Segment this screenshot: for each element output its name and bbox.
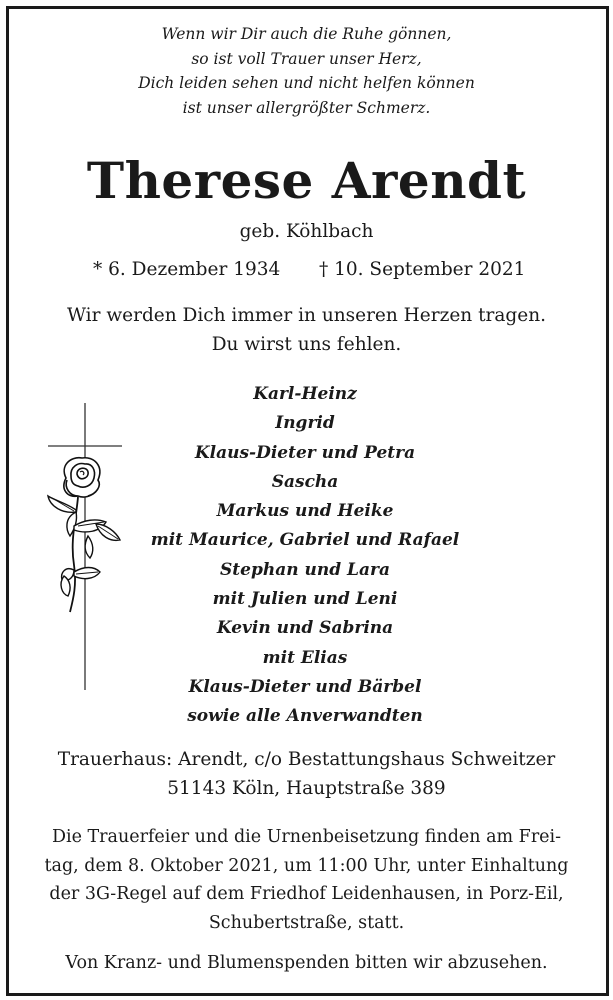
ceremony-info bbox=[30, 823, 583, 937]
family-member: Klaus-Dieter und Bärbel bbox=[188, 676, 422, 697]
family-member: Stephan und Lara bbox=[220, 559, 390, 580]
family-member: Ingrid bbox=[275, 413, 335, 434]
poem-line: ist unser allergrößter Schmerz. bbox=[182, 98, 431, 117]
ceremony-line: tag, dem 8. Oktober 2021, um 11:00 Uhr, unter Einhaltung bbox=[44, 855, 569, 876]
poem-line: Dich leiden sehen und nicht helfen können bbox=[138, 74, 475, 92]
family-member: sowie alle Anverwandten bbox=[187, 706, 423, 727]
ceremony-line: Schubertstraße, statt. bbox=[208, 912, 405, 933]
family-member: mit Elias bbox=[262, 647, 348, 668]
family-member: Kevin und Sabrina bbox=[216, 618, 394, 639]
cross-rose-icon bbox=[40, 400, 130, 695]
poem bbox=[0, 22, 613, 120]
maiden-name: geb. Köhlbach bbox=[239, 221, 374, 242]
address-line: 51143 Köln, Hauptstraße 389 bbox=[167, 777, 446, 799]
poem-line: so ist voll Trauer unser Herz, bbox=[191, 49, 422, 68]
deceased-name: Therese Arendt bbox=[86, 151, 527, 210]
family-member: Markus und Heike bbox=[216, 501, 394, 522]
mourning-house-address bbox=[0, 746, 613, 803]
flowers-note: Von Kranz- und Blumenspenden bitten wir abzusehen. bbox=[65, 953, 548, 973]
motto-line: Wir werden Dich immer in unseren Herzen tragen. bbox=[66, 305, 546, 326]
ceremony-line: der 3G-Regel auf dem Friedhof Leidenhausen, in Porz-Eil, bbox=[49, 884, 564, 904]
birth-date: * 6. Dezember 1934 bbox=[93, 259, 281, 280]
family-member: mit Julien und Leni bbox=[212, 589, 398, 610]
ceremony-line: Die Trauerfeier und die Urnenbeisetzung finden am Frei- bbox=[51, 827, 562, 847]
family-list bbox=[130, 380, 480, 732]
address-line: Trauerhaus: Arendt, c/o Bestattungshaus Schweitzer bbox=[57, 749, 556, 770]
motto-line: Du wirst uns fehlen. bbox=[211, 333, 402, 355]
family-member: mit Maurice, Gabriel und Rafael bbox=[150, 530, 460, 551]
death-date: † 10. September 2021 bbox=[319, 259, 526, 280]
family-member: Klaus-Dieter und Petra bbox=[194, 442, 416, 463]
life-dates bbox=[0, 256, 613, 284]
motto bbox=[0, 302, 613, 359]
poem-line: Wenn wir Dir auch die Ruhe gönnen, bbox=[161, 25, 452, 43]
family-member: Sascha bbox=[271, 471, 339, 492]
family-member: Karl-Heinz bbox=[253, 384, 357, 404]
